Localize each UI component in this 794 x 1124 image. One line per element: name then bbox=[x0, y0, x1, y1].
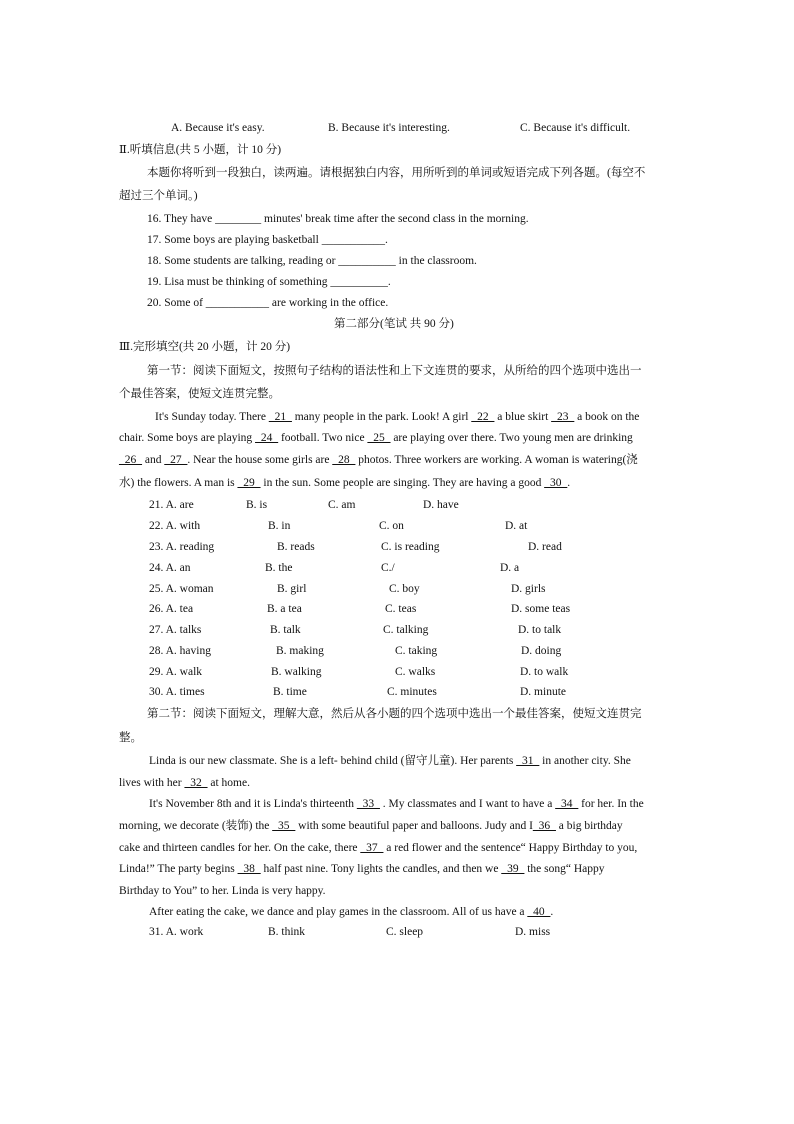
blank-23: _23_ bbox=[551, 411, 575, 423]
part2-title: 第二部分(笔试 共 90 分) bbox=[334, 318, 454, 330]
section3-title: Ⅲ.完形填空(共 20 小题，计 20 分) bbox=[119, 341, 291, 353]
exam-page: A. Because it's easy. B. Because it's interesting. C. Because it's difficult. Ⅱ.听填信息(共 5 小题，计 10 分) 本题你将听到一段独白，读两遍。请根据独白内容，用所听到的单词或短语完成下列各题。(每空不 超过三个单词。) 16. They have ________ minutes' break time after the second class in the morning. 17. Some boys are playing basketball ___________. 18. Some students are talking, reading or __________ in the classroom. 19. Lisa must be thinking of something __________. 20. Some of ___________ are working in the office. 第二部分(笔试 共 90 分) Ⅲ.完形填空(共 20 小题，计 20 分) 第一节：阅读下面短文，按照句子结构的语法性和上下文连贯的要求，从所给的四个选项中选出一 个最佳答案，使短文连贯完整。 It's Sunday today. There _21_ many people in the park. Look! A girl _22_ a blue skirt _23_ a book on the chair. Some boys are playing _24_ football. Two nice _25_ are playing over there. Two young men are drinking _26_ and _27_. Near the house some girls are _28_ photos. Three workers are working. A woman is watering(浇 水) the flowers. A man is _29_ in the sun. Some people are singing. They are having a good _30_. 21. A. are B. is C. am D. have 22. A. with B. in C. on D. at 23. A. reading B. reads C. is reading D. read 24. A. an B. the C./ D. a 25. A. woman B. girl C. boy D. girls 26. A. tea B. a tea C. teas D. some teas 27. A. talks B. talk C. talking D. to talk 28. A. having B. making C. taking D. doing 29. A. walk B. walking C. walks D. to walk 30. A. times B. time C. minutes D. minute 第二节：阅读下面短文，理解大意，然后从各小题的四个选项中选出一个最佳答案，使短文连贯完 整。 Linda is our new classmate. She is a left- behind child (留守儿童). Her parents _31_ in another city. She lives with her _32_ at home. It's November 8th and it is Linda's thirteenth _33_ . My classmates and I want to have a _34_ for her. In the morning, we decorate (装饰) the _35_ with some beautiful paper and balloons. Judy and I_36_ a big birthday cake and thirteen candles for her. On the cake, there _37_ a red flower and the sentence“ Happy Birthday to you, Linda!” The party begins _38_ half past nine. Tony lights the candles, and then we _39_ the song“ Happy Birthday to You” to her. Linda is very happy. After eating the cake, we dance and play games in the classroom. All of us have a _40_. 31. A. work B. think C. sleep D. miss bbox=[119, 122, 646, 938]
section3-sub1-instruction-cont: 个最佳答案，使短文连贯完整。 bbox=[119, 388, 280, 400]
blank-32: _32_ bbox=[184, 777, 208, 789]
blank-33: _33_ bbox=[356, 798, 380, 810]
blank-29: _29_ bbox=[237, 477, 261, 489]
section2-instruction-cont: 超过三个单词。) bbox=[119, 190, 198, 202]
blank-35: _35_ bbox=[272, 820, 296, 832]
question-20: 20. Some of ___________ are working in the office. bbox=[147, 297, 389, 309]
blank-38: _38_ bbox=[237, 863, 261, 875]
section2-title: Ⅱ.听填信息(共 5 小题，计 10 分) bbox=[119, 144, 282, 156]
blank-22: _22_ bbox=[471, 411, 495, 423]
blank-25: _25_ bbox=[367, 432, 391, 444]
blank-21: _21_ bbox=[268, 411, 292, 423]
question-17: 17. Some boys are playing basketball ___________. bbox=[147, 234, 388, 246]
blank-28: _28_ bbox=[332, 454, 356, 466]
option-b: B. Because it's interesting. bbox=[328, 122, 450, 134]
blank-34: _34_ bbox=[555, 798, 579, 810]
section3-sub2-instruction: 第二节：阅读下面短文，理解大意，然后从各小题的四个选项中选出一个最佳答案，使短文连贯完 bbox=[147, 708, 642, 720]
passage1-line: _26_ and _27_. Near the house some girls are _28_ photos. Three workers are working. A woman is watering(浇 bbox=[119, 454, 638, 466]
option-a: A. Because it's easy. bbox=[171, 122, 265, 134]
blank-26: _26_ bbox=[119, 454, 142, 466]
blank-36: _36_ bbox=[532, 820, 556, 832]
blank-37: _37_ bbox=[360, 842, 384, 854]
blank-40: _40_ bbox=[527, 906, 551, 918]
blank-39: _39_ bbox=[501, 863, 525, 875]
passage1-line: chair. Some boys are playing _24_ football. Two nice _25_ are playing over there. Two young men are drinking bbox=[119, 432, 633, 444]
question-19: 19. Lisa must be thinking of something __________. bbox=[147, 276, 391, 288]
blank-31: _31_ bbox=[516, 755, 540, 767]
section2-instruction: 本题你将听到一段独白，读两遍。请根据独白内容，用所听到的单词或短语完成下列各题。(每空不 bbox=[147, 167, 646, 179]
option-c: C. Because it's difficult. bbox=[520, 122, 631, 134]
passage2-line: lives with her _32_ at home. bbox=[119, 777, 250, 789]
question-18: 18. Some students are talking, reading or __________ in the classroom. bbox=[147, 255, 477, 267]
passage2-line: Birthday to You” to her. Linda is very happy. bbox=[119, 885, 326, 897]
passage2-line: cake and thirteen candles for her. On the cake, there _37_ a red flower and the sentence“ Happy Birthday to you, bbox=[119, 842, 638, 854]
passage2-line: It's November 8th and it is Linda's thirteenth _33_ . My classmates and I want to have a _34_ for her. In the bbox=[149, 798, 644, 810]
blank-27: _27_ bbox=[164, 454, 188, 466]
passage2-line: After eating the cake, we dance and play games in the classroom. All of us have a _40_. bbox=[149, 906, 554, 918]
section3-sub2-instruction-cont: 整。 bbox=[119, 732, 142, 744]
passage2-line: Linda is our new classmate. She is a left- behind child (留守儿童). Her parents _31_ in another city. She bbox=[149, 755, 631, 767]
passage1-line: 水) the flowers. A man is _29_ in the sun. Some people are singing. They are having a good _30_. bbox=[119, 477, 571, 489]
passage2-line: morning, we decorate (装饰) the _35_ with some beautiful paper and balloons. Judy and I_36_ a big birthday bbox=[119, 820, 623, 832]
passage2-line: Linda!” The party begins _38_ half past nine. Tony lights the candles, and then we _39_ the song“ Happy bbox=[119, 863, 605, 875]
section3-sub1-instruction: 第一节：阅读下面短文，按照句子结构的语法性和上下文连贯的要求，从所给的四个选项中选出一 bbox=[147, 365, 642, 377]
blank-30: _30_ bbox=[544, 477, 568, 489]
passage1-line: It's Sunday today. There _21_ many people in the park. Look! A girl _22_ a blue skirt _23_ a book on the bbox=[155, 411, 640, 423]
question-16: 16. They have ________ minutes' break time after the second class in the morning. bbox=[147, 213, 529, 225]
blank-24: _24_ bbox=[255, 432, 279, 444]
